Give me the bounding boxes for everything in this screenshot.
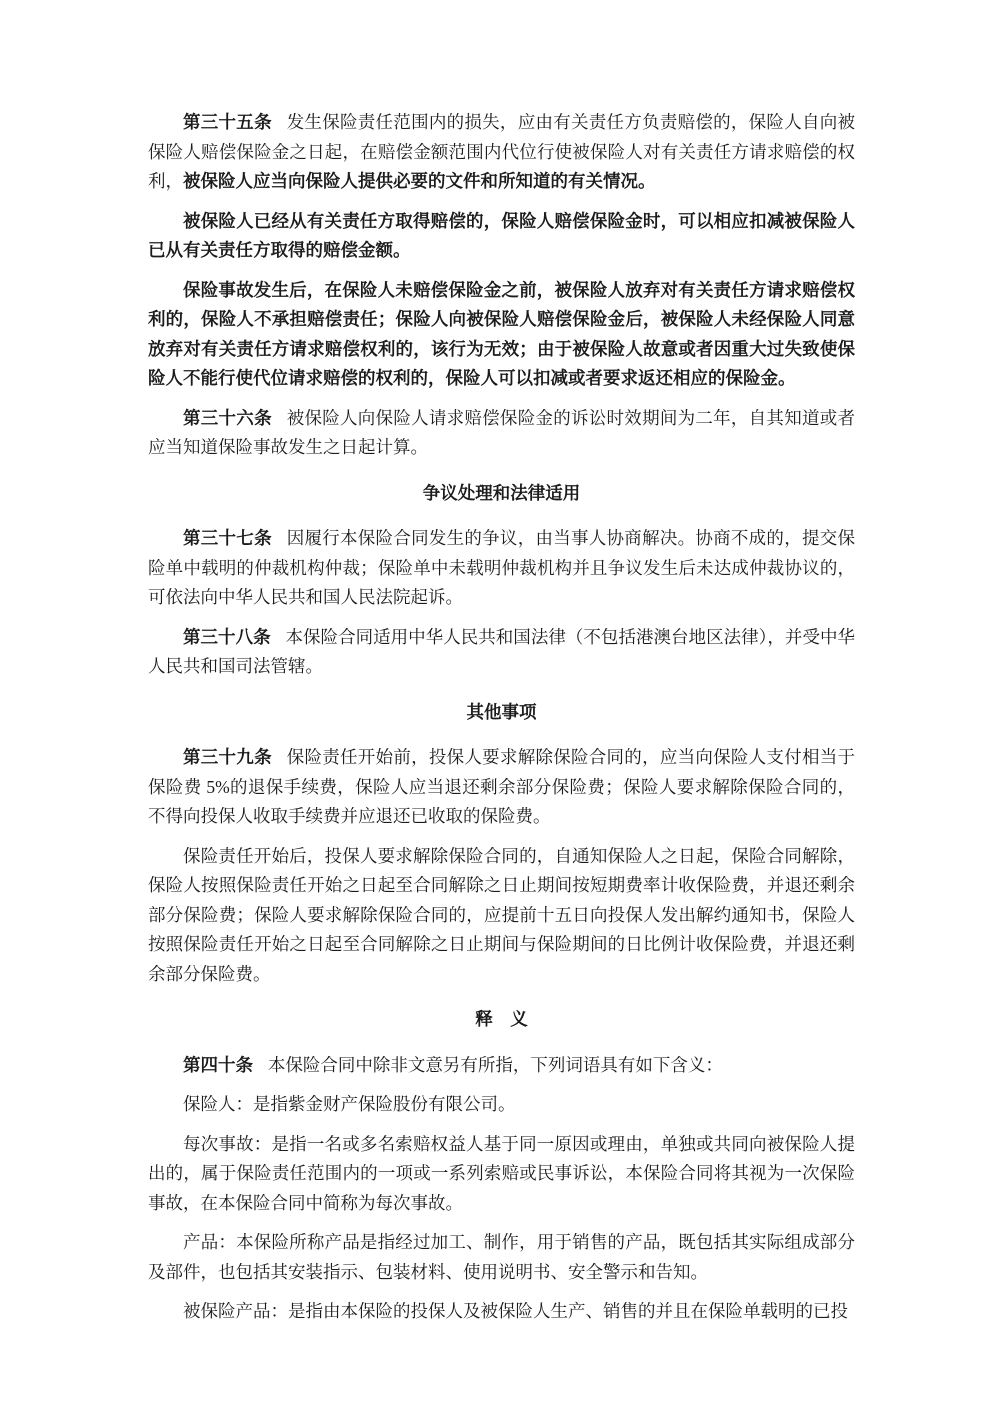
- article-38-text: 本保险合同适用中华人民共和国法律（不包括港澳台地区法律），并受中华人民共和国司法管辖。: [148, 626, 856, 676]
- article-39-number: 第三十九条: [183, 747, 272, 767]
- article-39-clause-2: [148, 842, 855, 990]
- article-35-clause-2: [148, 207, 855, 266]
- article-35-clause-3: [148, 276, 855, 394]
- article-40-text: 本保险合同中除非文意另有所指，下列词语具有如下含义：: [267, 1054, 723, 1075]
- section-heading-dispute-law: 争议处理和法律适用: [422, 482, 581, 503]
- section-heading-other-matters: 其他事项: [466, 701, 537, 722]
- definition-text: 产品：本保险所称产品是指经过加工、制作，用于销售的产品，既包括其实际组成部分及部件，也包括其安装指示、包装材料、使用说明书、安全警示和告知。: [148, 1232, 855, 1282]
- definition-each-occurrence: [148, 1130, 855, 1219]
- article-35-emphasis-text: 被保险人应当向保险人提供必要的文件和所知道的有关情况。: [183, 171, 656, 191]
- clause-text: 被保险人已经从有关责任方取得赔偿的，保险人赔偿保险金时，可以相应扣减被保险人已从有关责任方取得的赔偿金额。: [148, 210, 855, 260]
- article-37-text: 因履行本保险合同发生的争议，由当事人协商解决。协商不成的，提交保险单中载明的仲裁机构仲裁；保险单中未载明仲裁机构并且争议发生后未达成仲裁协议的，可依法向中华人民共和国人民法院起诉。: [148, 528, 856, 607]
- article-36-text: 被保险人向保险人请求赔偿保险金的诉讼时效期间为二年，自其知道或者应当知道保险事故发生之日起计算。: [148, 407, 856, 457]
- definition-text: 保险人：是指紫金财产保险股份有限公司。: [183, 1094, 516, 1114]
- article-38-paragraph: [148, 623, 855, 682]
- article-37-number: 第三十七条: [183, 528, 272, 548]
- article-36-paragraph: [148, 404, 855, 463]
- article-39-paragraph: [148, 743, 855, 832]
- definition-product: [148, 1228, 855, 1287]
- clause-text: 保险事故发生后，在保险人未赔偿保险金之前，被保险人放弃对有关责任方请求赔偿权利的，保险人不承担赔偿责任；保险人向被保险人赔偿保险金后，被保险人未经保险人同意放弃对有关责任方请求赔偿权利的，该行为无效；由于被保险人故意或者因重大过失致使保险人不能行使代位请求赔偿的权利的，保险人可以扣减或者要求返还相应的保险金。: [148, 279, 855, 388]
- definition-text: 每次事故：是指一名或多名索赔权益人基于同一原因或理由，单独或共同向被保险人提出的，属于保险责任范围内的一项或一系列索赔或民事诉讼，本保险合同将其视为一次保险事故，在本保险合同中简称为每次事故。: [148, 1133, 855, 1213]
- article-36-number: 第三十六条: [183, 407, 272, 428]
- definition-text: 被保险产品：是指由本保险的投保人及被保险人生产、销售的并且在保险单载明的已投: [183, 1301, 848, 1321]
- clause-text: 保险责任开始后，投保人要求解除保险合同的，自通知保险人之日起，保险合同解除，保险人按照保险责任开始之日起至合同解除之日止期间按短期费率计收保险费，并退还剩余部分保险费；保险人要求解除保险合同的，应提前十五日向投保人发出解约通知书，保险人按照保险责任开始之日起至合同解除之日止期间与保险期间的日比例计收保险费，并退还剩余部分保险费。: [148, 845, 855, 984]
- definition-insurer: [148, 1090, 855, 1120]
- article-40-number: 第四十条: [183, 1054, 253, 1075]
- article-35-number: 第三十五条: [183, 112, 272, 132]
- article-37-paragraph: [148, 524, 855, 613]
- article-39-text: 保险责任开始前，投保人要求解除保险合同的，应当向保险人支付相当于保险费 5%的退保手续费，保险人应当退还剩余部分保险费；保险人要求解除保险合同的，不得向投保人收取手续费并应退还已收取的保险费。: [148, 747, 856, 826]
- definition-insured-product: [148, 1297, 855, 1327]
- article-40-paragraph: [148, 1051, 855, 1081]
- article-38-number: 第三十八条: [183, 626, 271, 647]
- article-35-paragraph: [148, 108, 855, 197]
- section-heading-definitions: 释 义: [475, 1009, 528, 1029]
- article-35-text: 发生保险责任范围内的损失，应由有关责任方负责赔偿的，保险人自向被保险人赔偿保险金之日起，在赔偿金额范围内代位行使被保险人对有关责任方请求赔偿的权利，: [148, 112, 856, 191]
